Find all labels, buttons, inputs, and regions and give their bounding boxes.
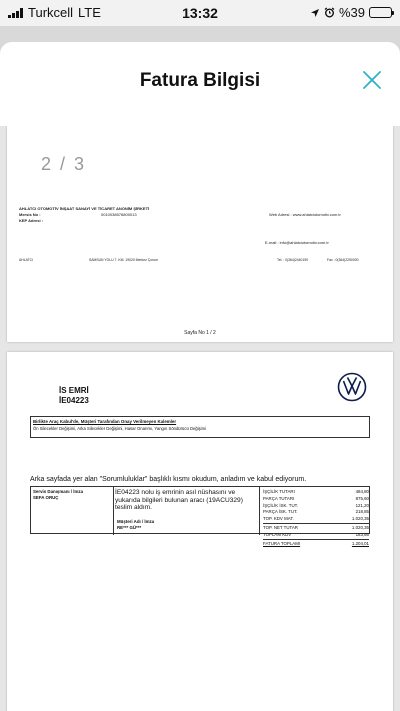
customer-name: RE*** GÜ*** (117, 525, 142, 530)
document-viewer[interactable] (0, 126, 400, 711)
work-order-label: İS EMRİ (59, 386, 89, 395)
footer-tel: Tel. : 0(364)2440190 (277, 258, 309, 262)
totals-value: 1.020,35 (351, 524, 369, 530)
totals-value: 875,60 (355, 495, 369, 501)
location-arrow-icon (310, 8, 320, 18)
footer-branch: AHLATCI (19, 258, 34, 262)
footer-fax: Fax : 0(364)2250000 (327, 258, 359, 262)
invoice-totals (263, 489, 369, 547)
sheet-title: Fatura Bilgisi (139, 70, 261, 91)
unapproved-items-box (30, 416, 370, 438)
column-divider (259, 487, 260, 535)
totals-label: TOPLAM KDV (263, 531, 292, 537)
totals-value: 121,20 (355, 502, 369, 508)
totals-label: TOP. NET TUTAR (263, 524, 298, 530)
totals-value: 183,66 (355, 531, 369, 537)
status-time: 13:32 (182, 5, 218, 21)
advisor-name: SEFA ORUÇ (33, 495, 59, 500)
close-icon (364, 72, 380, 88)
signature-totals-box (30, 486, 370, 546)
mersis-value: 0010038576800013 (101, 212, 137, 217)
totals-row (263, 516, 369, 523)
footer-address: SAMSUN YOLU 7. KM. 19020 Merkez Çorum (89, 258, 158, 262)
totals-row (263, 525, 369, 532)
delivery-acknowledgement: İE04223 nolu iş emrinin asıl nüshasını ve yukarıda bilgileri bulunan aracı (19ACU329) teslim aldım. (115, 489, 243, 512)
totals-row (263, 541, 369, 548)
totals-label: FATURA TOPLAMI (263, 540, 301, 546)
carrier-name: Turkcell (28, 5, 74, 20)
page-number: Sayfa No 1 / 2 (184, 330, 216, 336)
work-order-title (59, 386, 89, 406)
document-page-2 (7, 352, 393, 711)
close-button[interactable] (360, 68, 384, 92)
column-divider (113, 487, 114, 535)
advisor-label: Servis Danışmanı / İmza (33, 489, 84, 494)
volkswagen-logo-icon (337, 372, 367, 402)
document-page-1 (7, 126, 393, 342)
totals-label: İŞÇİLİK İSK. TUT. (263, 502, 299, 508)
totals-row (263, 509, 369, 516)
totals-value: 484,80 (355, 489, 369, 494)
alarm-clock-icon (324, 7, 335, 18)
battery-icon (369, 7, 392, 18)
email-address: E-mail : info@ahlatciotomotiv.com.tr (265, 240, 329, 245)
agreement-text: Arka sayfada yer alan "Sorumluluklar" başlıklı kısmı okudum, anladım ve kabul ediyorum. (30, 476, 307, 483)
totals-label: PARÇA TUTARI (263, 495, 295, 501)
totals-label: İŞÇİLİK TUTARI (263, 489, 295, 494)
invoice-sheet (0, 42, 400, 711)
totals-value: 1.020,35 (351, 516, 369, 522)
status-bar (0, 0, 400, 26)
totals-row (263, 489, 369, 496)
mersis-label: Mersis No : (19, 212, 41, 217)
totals-value: 1.204,01 (351, 540, 369, 546)
web-address: Web Adresi : www.ahlatciotomotiv.com.tr (269, 212, 341, 217)
totals-label: PARÇA İSK. TUT. (263, 509, 298, 515)
unapproved-items-heading: Birlikte Araç Kabul'de, Müşteri Tarafından Onay Verilmeyen Kalemler (33, 419, 177, 424)
network-type: LTE (78, 5, 101, 20)
unapproved-items-text: Ön Silecekler Değişimi, Arka Silecekler Değişimi, Hasar Onarımı, Yangın Söndürücü Değişimi (33, 426, 206, 431)
page-indicator: 2 / 3 (41, 154, 87, 174)
company-name: AHLATCI OTOMOTİV İNŞAAT SANAYİ VE TİCARET ANONİM ŞİRKETİ (19, 206, 150, 211)
kep-label: KEP Adresi : (19, 218, 44, 223)
totals-row (263, 496, 369, 503)
customer-label: Müşteri Adı / İmza (117, 519, 155, 524)
totals-row (263, 503, 369, 510)
totals-value: 218,85 (355, 509, 369, 515)
status-right (310, 5, 392, 20)
totals-row (263, 532, 369, 539)
work-order-number: İE04223 (59, 396, 89, 405)
totals-label: TOP. KDV MAT. (263, 516, 294, 522)
sheet-header (0, 42, 400, 122)
battery-percent: %39 (338, 5, 365, 20)
